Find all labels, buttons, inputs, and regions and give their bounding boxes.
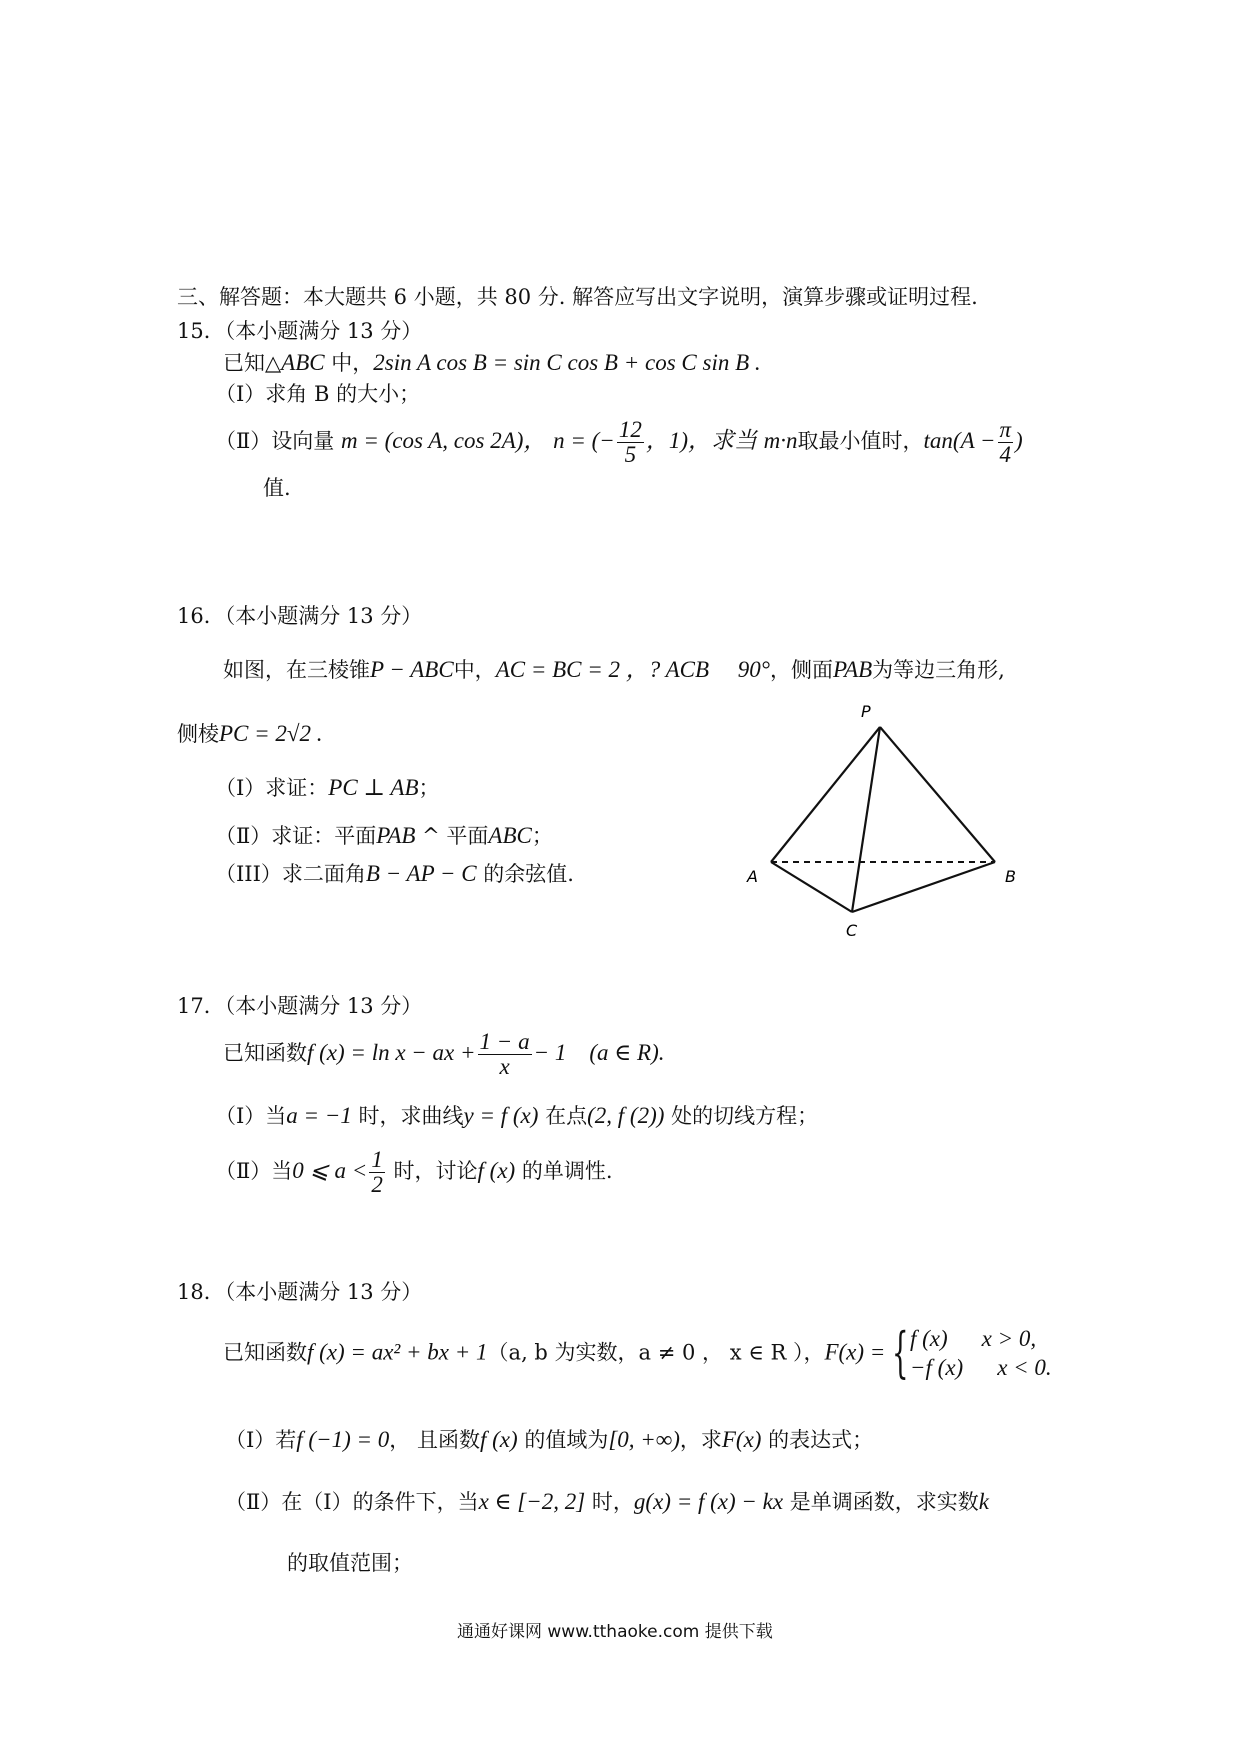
- q17-part1: （Ⅰ）当a = −1 时，求曲线y = f (x) 在点(2, f (2)) 处的切线方程；: [215, 1103, 819, 1128]
- q18-part1: （Ⅰ）若f (−1) = 0， 且函数f (x) 的值域为[0, +∞)，求F(x) 的表达式；: [225, 1427, 874, 1452]
- q18-stem: 已知函数f (x) = ax² + bx + 1（a, b 为实数，a ≠ 0 ， x ∈ R ），F(x) = { f (x) x > 0, −f (x) x < 0.: [223, 1322, 1052, 1386]
- q18-title: 18．（本小题满分 13 分）: [177, 1280, 423, 1304]
- q15-stem: 已知△ABC 中，2sin A cos B = sin C cos B + cos C sin B .: [223, 350, 761, 375]
- q15-frac-pi-4: $\frac{\pi}{4}$: [999, 417, 1012, 468]
- q17-stem: 已知函数f (x) = ln x − ax + $\frac{1 - a}{x}$ − 1 (a ∈ R).: [223, 1029, 665, 1080]
- pyramid-figure: [740, 700, 1040, 945]
- edge-pb: [880, 727, 995, 862]
- q15-title: 15．（本小题满分 13 分）: [177, 319, 423, 343]
- q17-part2: （Ⅱ）当0 ⩽ a < $\frac{1}{2}$ 时，讨论f (x) 的单调性.: [215, 1147, 613, 1198]
- section-header: 三、解答题：本大题共 6 小题，共 80 分. 解答应写出文字说明，演算步骤或证明过程.: [177, 285, 978, 309]
- edge-cb: [852, 862, 995, 912]
- q16-part1: （Ⅰ）求证：PC ⊥ AB；: [215, 775, 440, 800]
- q17-frac-half: $\frac{1}{2}$: [371, 1147, 383, 1198]
- q16-stem2: 侧棱PC = 2√2 .: [177, 721, 323, 746]
- q18-part2: （Ⅱ）在（Ⅰ）的条件下，当x ∈ [−2, 2] 时，g(x) = f (x) − kx 是单调函数，求实数k: [225, 1489, 989, 1514]
- label-p: P: [861, 702, 871, 721]
- q15-part2-tail: 值.: [263, 476, 291, 500]
- edge-ac: [771, 862, 852, 912]
- q16-part3: （III）求二面角B − AP − C 的余弦值.: [215, 861, 574, 886]
- q16-part2: （Ⅱ）求证：平面PAB ^ 平面ABC；: [215, 823, 553, 848]
- q15-frac-12-5: $\frac{12}{5}$: [618, 417, 642, 468]
- footer-source: 通通好课网 www.tthaoke.com 提供下载: [457, 1622, 773, 1642]
- q15-part2: （Ⅱ）设向量 m = (cos A, cos 2A)， n = (− $\frac{12}{5}$ ，1)，求当 m·n取最小值时，tan(A − $\frac{\pi}{4}$ ): [215, 417, 1023, 468]
- q16-title: 16．（本小题满分 13 分）: [177, 604, 423, 628]
- q17-frac: $\frac{1 - a}{x}$: [479, 1029, 530, 1080]
- label-c: C: [846, 921, 858, 940]
- q17-title: 17．（本小题满分 13 分）: [177, 994, 423, 1018]
- q18-part2-tail: 的取值范围；: [287, 1551, 413, 1575]
- q18-piecewise: { f (x) x > 0, −f (x) x < 0.: [892, 1322, 1052, 1386]
- q15-part1: （Ⅰ）求角 B 的大小；: [215, 382, 421, 406]
- label-a: A: [747, 867, 758, 886]
- label-b: B: [1005, 867, 1016, 886]
- q16-stem1: 如图，在三棱锥P − ABC中，AC = BC = 2 ，? ACB 90°，侧面PAB为等边三角形,: [223, 657, 1005, 682]
